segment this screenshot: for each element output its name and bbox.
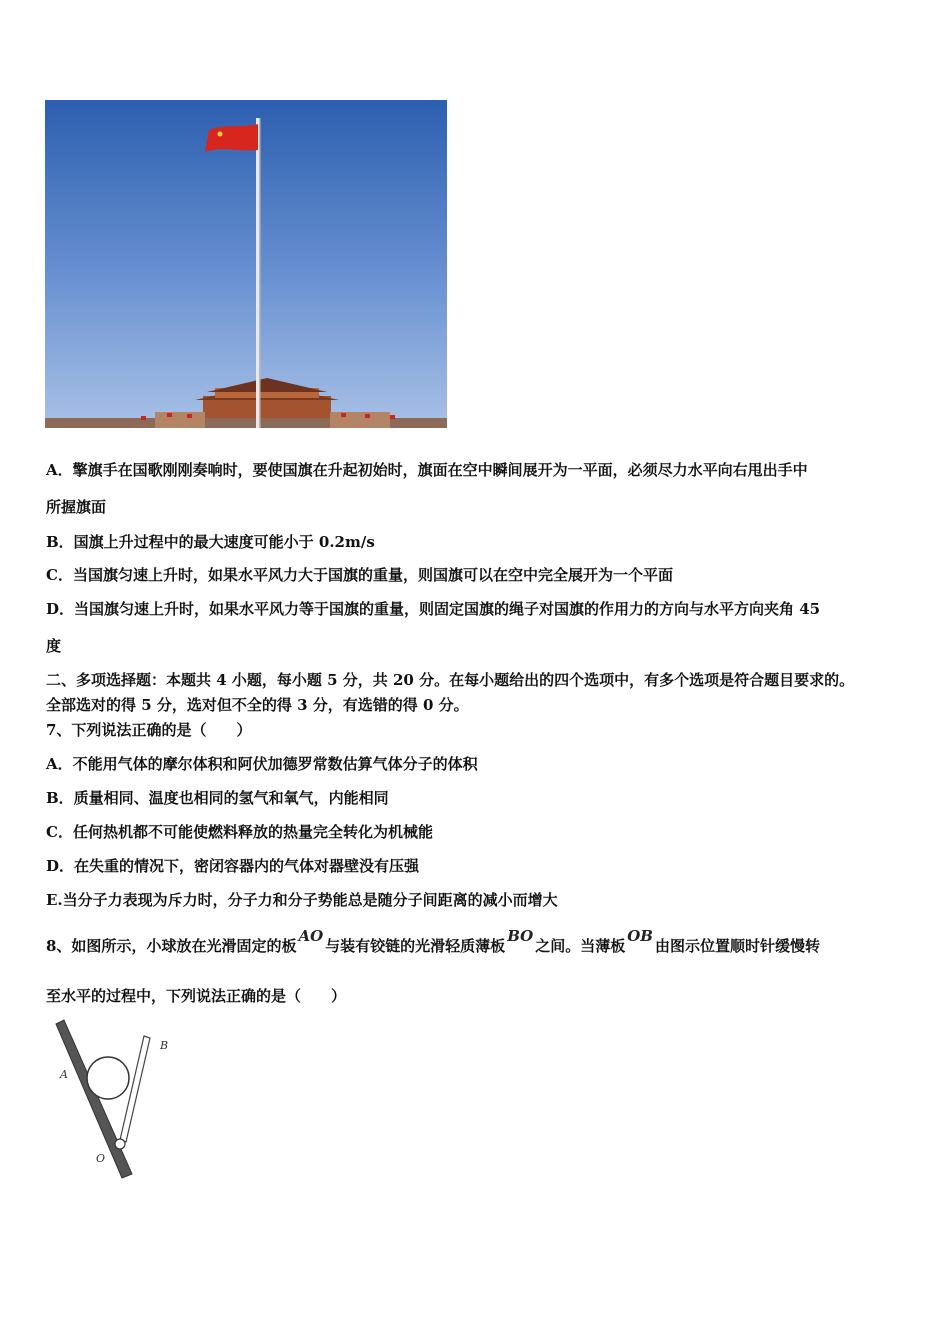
q7-option-a: A．不能用气体的摩尔体积和阿伏加德罗常数估算气体分子的体积 bbox=[46, 755, 478, 773]
q7-option-e: E.当分子力表现为斥力时，分子力和分子势能总是随分子间距离的减小而增大 bbox=[46, 891, 558, 909]
ball bbox=[87, 1057, 129, 1099]
q7-option-c: C．任何热机都不可能使燃料释放的热量完全转化为机械能 bbox=[46, 823, 433, 841]
q8-diagram bbox=[50, 1018, 180, 1183]
q8-stem-line2: 至水平的过程中，下列说法正确的是（ ） bbox=[46, 987, 347, 1005]
label-o: O bbox=[96, 1152, 106, 1165]
board-ao bbox=[56, 1020, 132, 1178]
q8-stem-line1 bbox=[46, 927, 820, 956]
q6-option-b: B．国旗上升过程中的最大速度可能小于 0.2m/s bbox=[46, 533, 375, 551]
q6-option-a-line2: 所握旗面 bbox=[46, 498, 107, 516]
q6-option-d-line2: 度 bbox=[46, 637, 62, 655]
hinge bbox=[115, 1139, 125, 1149]
q7-option-d: D．在失重的情况下，密闭容器内的气体对器壁没有压强 bbox=[46, 857, 420, 875]
q8-text-3: 之间。当薄板 bbox=[535, 937, 626, 955]
q6-option-a-line1: A．擎旗手在国歌刚刚奏响时，要使国旗在升起初始时，旗面在空中瞬间展开为一平面，必须尽力水平向右甩出手中 bbox=[46, 461, 808, 479]
q8-bo: BO bbox=[507, 927, 534, 945]
q6-option-d-line1: D．当国旗匀速上升时，如果水平风力等于国旗的重量，则固定国旗的绳子对国旗的作用力的方向与水平方向夹角 45 bbox=[46, 600, 821, 618]
q7-option-b: B．质量相同、温度也相同的氢气和氧气，内能相同 bbox=[46, 789, 389, 807]
q8-ao: AO bbox=[298, 927, 324, 945]
section2-heading-line1: 二、多项选择题：本题共 4 小题，每小题 5 分，共 20 分。在每小题给出的四个选项中，有多个选项是符合题目要求的。 bbox=[46, 671, 855, 689]
q8-ob: OB bbox=[627, 927, 653, 945]
q8-text-4: 由图示位置顺时针缓慢转 bbox=[654, 937, 820, 955]
section2-heading-line2: 全部选对的得 5 分，选对但不全的得 3 分，有选错的得 0 分。 bbox=[46, 696, 469, 714]
q8-text-1: 8、如图所示，小球放在光滑固定的板 bbox=[46, 937, 297, 955]
q6-option-c: C．当国旗匀速上升时，如果水平风力大于国旗的重量，则国旗可以在空中完全展开为一个平面 bbox=[46, 566, 673, 584]
q7-stem: 7、下列说法正确的是（ ） bbox=[46, 721, 252, 739]
flag-photo bbox=[45, 100, 447, 428]
label-a: A bbox=[60, 1068, 68, 1081]
q8-text-2: 与装有铰链的光滑轻质薄板 bbox=[325, 937, 506, 955]
label-b: B bbox=[160, 1039, 169, 1052]
